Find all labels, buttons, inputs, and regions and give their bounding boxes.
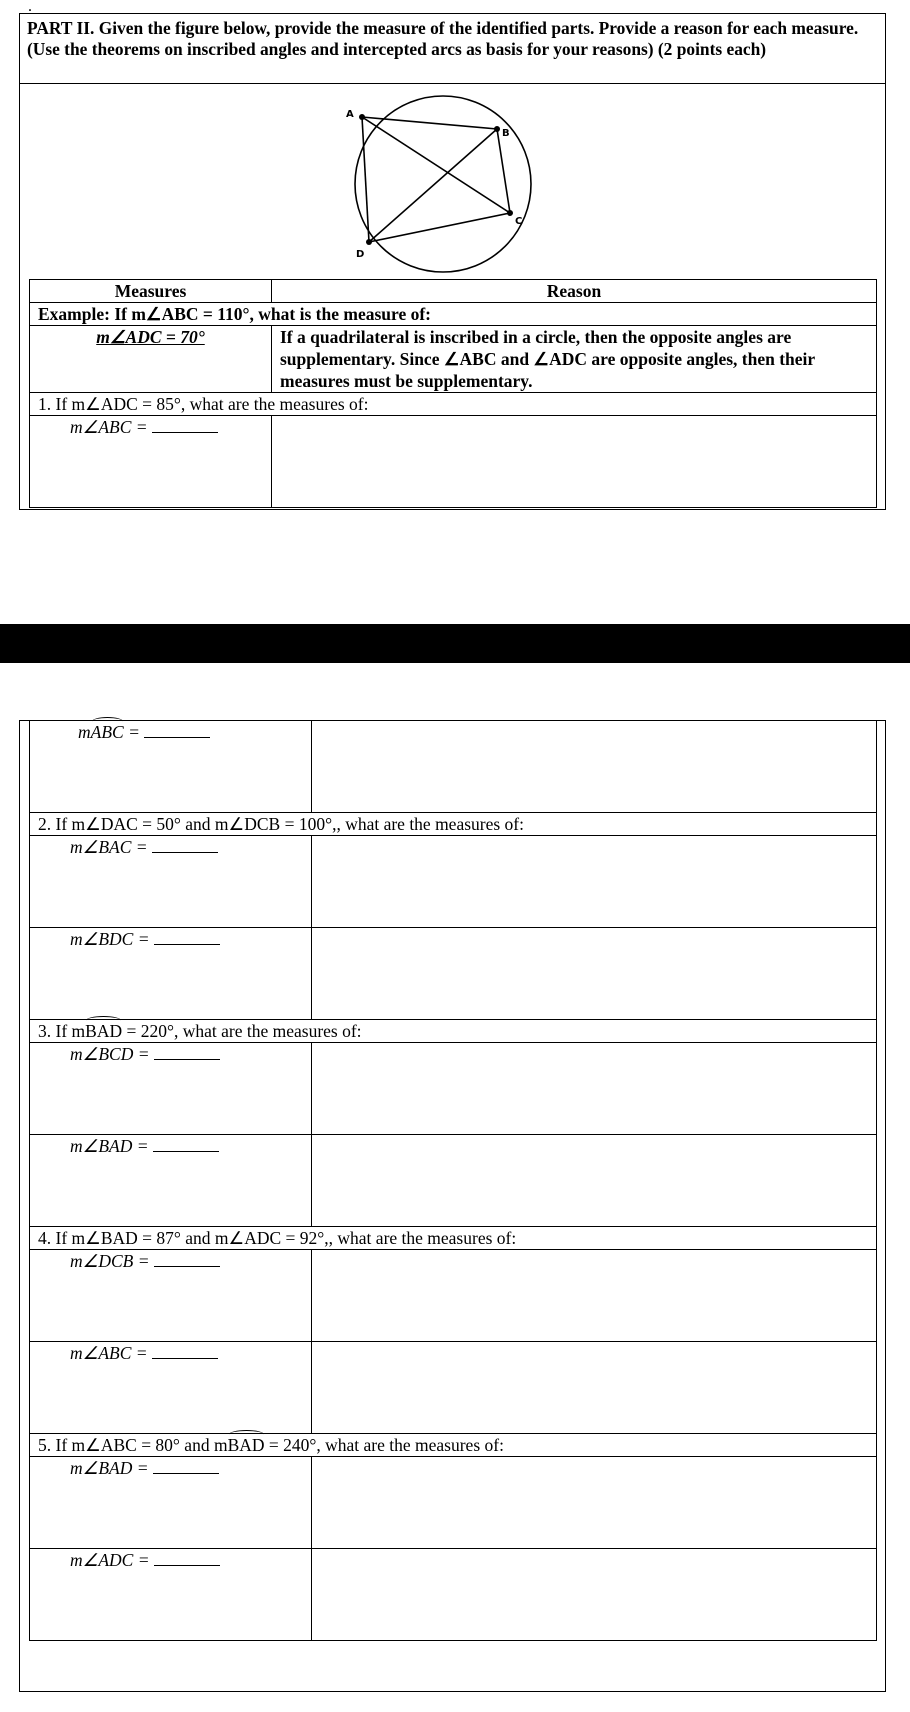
worksheet-section-bottom (19, 720, 886, 1692)
measure-label: m∠BAC = (70, 837, 148, 857)
measure-suffix: = (123, 722, 140, 742)
question-2-prompt: 2. If m∠DAC = 50° and m∠DCB = 100°,, what are the measures of: (30, 813, 877, 836)
segment-cd (369, 213, 510, 242)
answer-measure (30, 836, 312, 928)
segment-da (362, 117, 369, 242)
prompt-text: = 220°, what are the measures of: (122, 1021, 362, 1041)
answer-reason[interactable] (312, 1043, 877, 1135)
measure-label: m∠ABC = (70, 417, 148, 437)
circle (355, 96, 531, 272)
arc-label: ABC (90, 722, 124, 742)
label-c: C (515, 216, 523, 227)
measure-label: m∠ABC = (70, 1343, 148, 1363)
measure-label: m∠ADC = (70, 1550, 150, 1570)
example-measure: m∠ADC = 70° (30, 326, 272, 393)
diagonal-bd (369, 129, 497, 242)
answer-blank[interactable] (152, 1344, 218, 1359)
answer-measure (30, 1135, 312, 1227)
answer-measure (30, 1250, 312, 1342)
answer-reason[interactable] (312, 721, 877, 813)
answer-reason[interactable] (312, 836, 877, 928)
answer-blank[interactable] (153, 1459, 219, 1474)
measure-label: m∠BCD = (70, 1044, 150, 1064)
arc-label: BAD (227, 1435, 265, 1455)
answer-measure (30, 416, 272, 508)
segment-bc (497, 129, 510, 213)
example-prompt: Example: If m∠ABC = 110°, what is the measure of: (30, 303, 877, 326)
label-a: A (346, 109, 354, 120)
answer-measure (30, 721, 312, 813)
question-5-prompt (30, 1434, 877, 1457)
answer-reason[interactable] (312, 928, 877, 1020)
answer-blank[interactable] (154, 1551, 220, 1566)
answer-blank[interactable] (154, 1045, 220, 1060)
circle-figure (346, 102, 570, 282)
answer-blank[interactable] (153, 1137, 219, 1152)
answer-measure (30, 1342, 312, 1434)
answer-measure (30, 1043, 312, 1135)
answer-blank[interactable] (154, 1252, 220, 1267)
point-b (494, 126, 500, 132)
prompt-text: = 240°, what are the measures of: (264, 1435, 504, 1455)
measure-label: m∠DCB = (70, 1251, 150, 1271)
answer-reason[interactable] (312, 1135, 877, 1227)
label-d: D (356, 249, 365, 260)
instructions: PART II. Given the figure below, provide the measure of the identified parts. Provide a reason for each measure. (Use the theorems on inscribed angles and intercepted arcs as basis for your reasons) (2 points each) (20, 14, 885, 84)
question-1-prompt: 1. If m∠ADC = 85°, what are the measures of: (30, 393, 877, 416)
answer-reason[interactable] (312, 1342, 877, 1434)
arc-label: BAD (85, 1021, 123, 1041)
measures-table-continued (29, 720, 877, 1641)
prompt-text: 3. If m (38, 1021, 86, 1041)
answer-reason[interactable] (312, 1549, 877, 1641)
example-reason: If a quadrilateral is inscribed in a circle, then the opposite angles are supplementary. Since ∠ABC and ∠ADC are opposite angles, then their measures must be supplementary. (272, 326, 877, 393)
answer-measure (30, 928, 312, 1020)
worksheet-section-top (19, 13, 886, 510)
diagonal-ac (362, 117, 510, 213)
redaction-bar (0, 624, 910, 663)
answer-blank[interactable] (144, 723, 210, 738)
measure-label: m∠BDC = (70, 929, 150, 949)
prompt-text: 5. If m∠ABC = 80° and m (38, 1435, 228, 1455)
measure-label: m∠BAD = (70, 1136, 149, 1156)
answer-blank[interactable] (152, 838, 218, 853)
point-c (507, 210, 513, 216)
segment-ab (362, 117, 497, 129)
measure-prefix: m (78, 722, 91, 742)
answer-measure (30, 1549, 312, 1641)
measure-label: m∠BAD = (70, 1458, 149, 1478)
answer-reason[interactable] (312, 1250, 877, 1342)
answer-reason[interactable] (312, 1457, 877, 1549)
point-d (366, 239, 372, 245)
measures-table (29, 279, 877, 508)
question-3-prompt (30, 1020, 877, 1043)
answer-measure (30, 1457, 312, 1549)
header-reason: Reason (272, 280, 877, 303)
answer-reason[interactable] (272, 416, 877, 508)
page-mark: . (28, 0, 32, 15)
header-measures: Measures (30, 280, 272, 303)
answer-blank[interactable] (154, 930, 220, 945)
answer-blank[interactable] (152, 418, 218, 433)
label-b: B (502, 128, 510, 139)
point-a (359, 114, 365, 120)
question-4-prompt: 4. If m∠BAD = 87° and m∠ADC = 92°,, what are the measures of: (30, 1227, 877, 1250)
